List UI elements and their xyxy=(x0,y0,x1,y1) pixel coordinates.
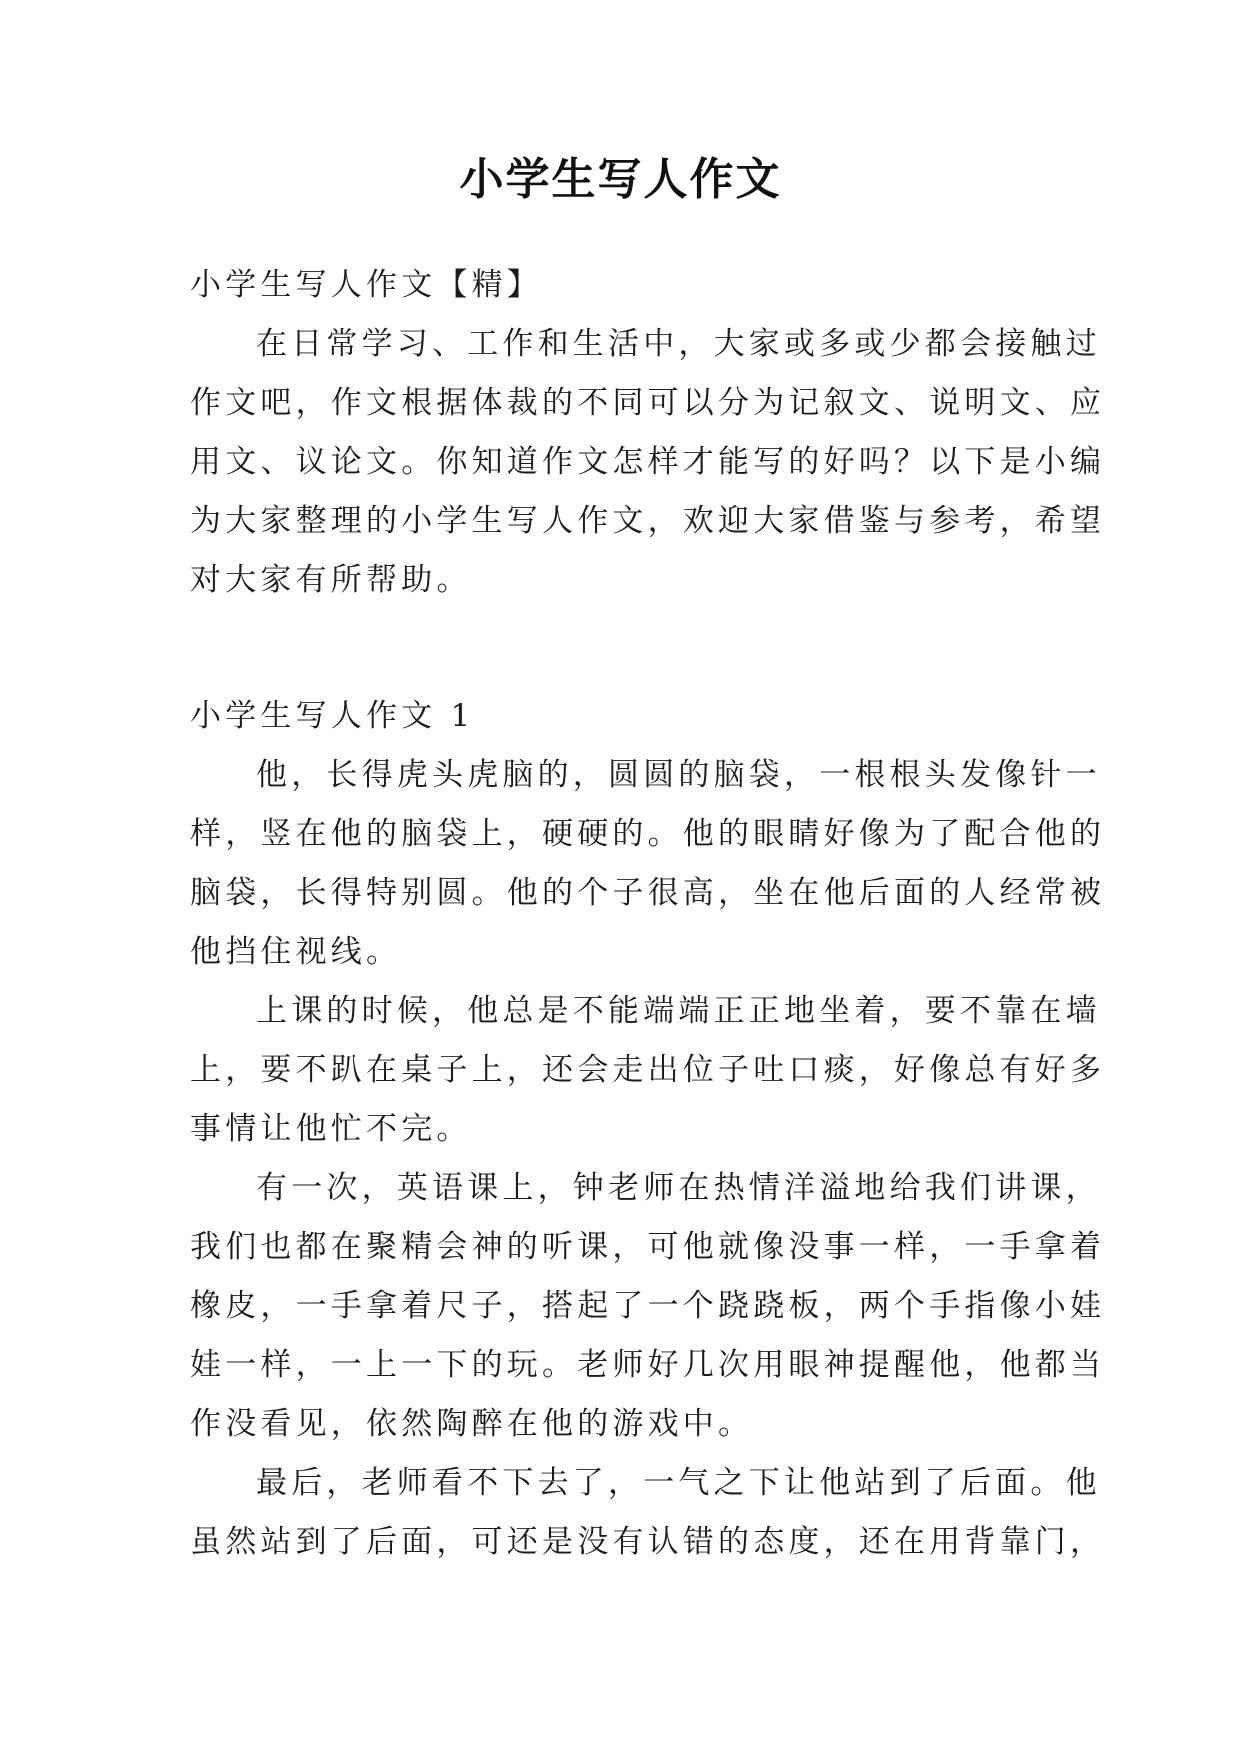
intro-heading: 小学生写人作文【精】 xyxy=(190,267,542,303)
document-title: 小学生写人作文 xyxy=(459,154,782,205)
essay-line: 橡皮，一手拿着尺子，搭起了一个跷跷板，两个手指像小娃 xyxy=(190,1288,1106,1324)
intro-line: 作文吧，作文根据体裁的不同可以分为记叙文、说明文、应 xyxy=(190,385,1106,421)
essay-line: 虽然站到了后面，可还是没有认错的态度，还在用背靠门， xyxy=(190,1524,1106,1560)
intro-line: 用文、议论文。你知道作文怎样才能写的好吗？以下是小编 xyxy=(190,444,1106,480)
intro-line: 对大家有所帮助。 xyxy=(190,562,472,598)
intro-line: 在日常学习、工作和生活中，大家或多或少都会接触过 xyxy=(256,326,1101,362)
essay-line: 他挡住视线。 xyxy=(190,934,402,970)
intro-section xyxy=(190,256,1106,610)
essay-1-heading: 小学生写人作文 1 xyxy=(190,698,475,734)
intro-line: 为大家整理的小学生写人作文，欢迎大家借鉴与参考，希望 xyxy=(190,503,1106,539)
essay-line: 上，要不趴在桌子上，还会走出位子吐口痰，好像总有好多 xyxy=(190,1052,1106,1088)
essay-line: 有一次，英语课上，钟老师在热情洋溢地给我们讲课， xyxy=(256,1170,1101,1206)
essay-line: 最后，老师看不下去了，一气之下让他站到了后面。他 xyxy=(256,1465,1101,1501)
essay-line: 样，竖在他的脑袋上，硬硬的。他的眼睛好像为了配合他的 xyxy=(190,816,1106,852)
essay-line: 事情让他忙不完。 xyxy=(190,1111,472,1147)
essay-1-section xyxy=(190,687,1106,1572)
essay-line: 脑袋，长得特别圆。他的个子很高，坐在他后面的人经常被 xyxy=(190,875,1106,911)
essay-line: 娃一样，一上一下的玩。老师好几次用眼神提醒他，他都当 xyxy=(190,1347,1106,1383)
essay-line: 他，长得虎头虎脑的，圆圆的脑袋，一根根头发像针一 xyxy=(256,757,1101,793)
essay-line: 上课的时候，他总是不能端端正正地坐着，要不靠在墙 xyxy=(256,993,1101,1029)
essay-line: 作没看见，依然陶醉在他的游戏中。 xyxy=(190,1406,754,1442)
essay-line: 我们也都在聚精会神的听课，可他就像没事一样，一手拿着 xyxy=(190,1229,1106,1265)
